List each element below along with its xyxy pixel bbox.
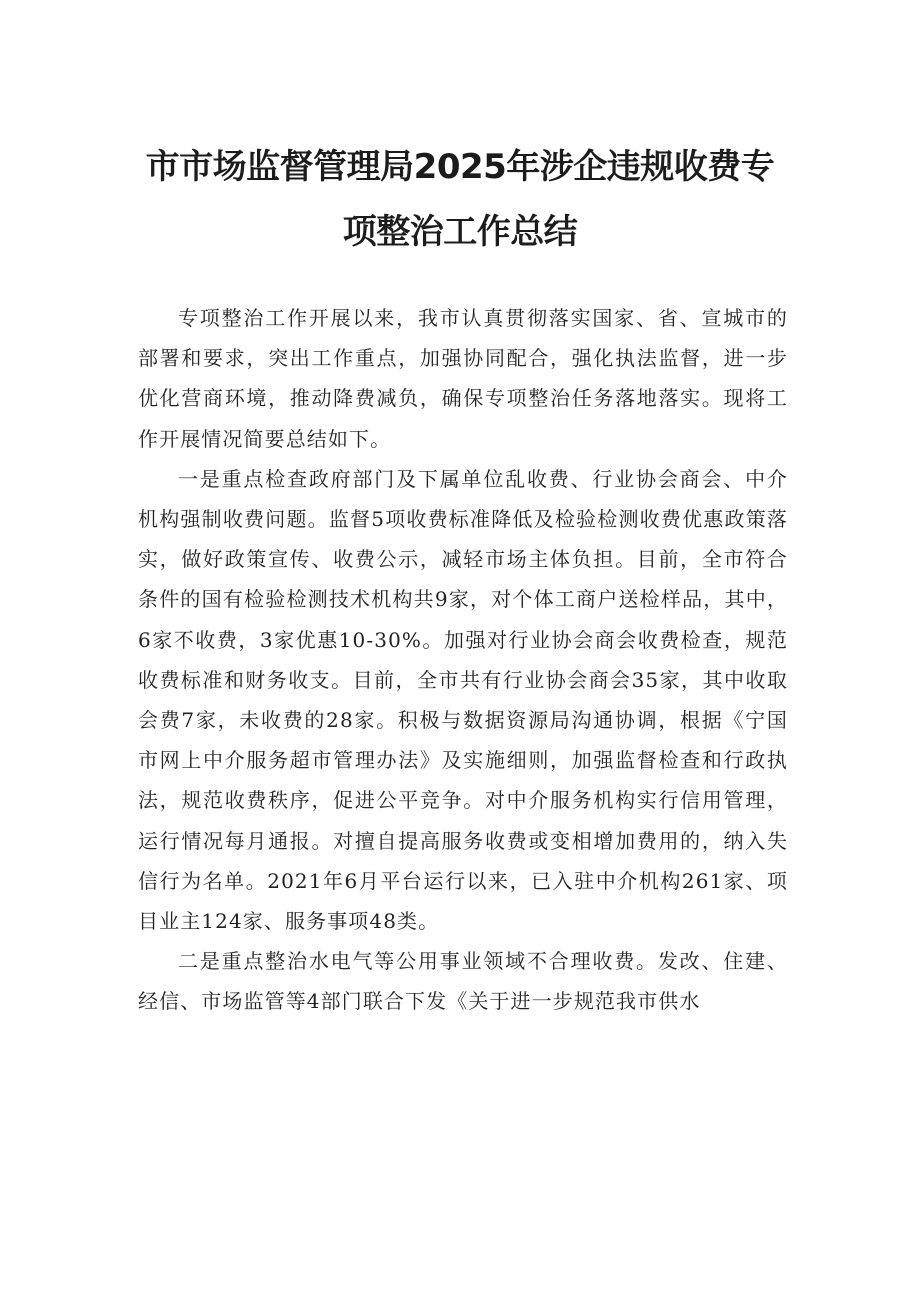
- paragraph-intro: 专项整治工作开展以来，我市认真贯彻落实国家、省、宣城市的部署和要求，突出工作重点，加强协同配合，强化执法监督，进一步优化营商环境，推动降费减负，确保专项整治任务落地落实。现将工作开展情况简要总结如下。: [138, 306, 788, 451]
- document-body: [138, 298, 788, 1022]
- paragraph-point-one: 一是重点检查政府部门及下属单位乱收费、行业协会商会、中介机构强制收费问题。监督5项收费标准降低及检验检测收费优惠政策落实，做好政策宣传、收费公示，减轻市场主体负担。目前，全市符合条件的国有检验检测技术机构共9家，对个体工商户送检样品，其中，6家不收费，3家优惠10-30%。加强对行业协会商会收费检查，规范收费标准和财务收支。目前，全市共有行业协会商会35家，其中收取会费7家，未收费的28家。积极与数据资源局沟通协调，根据《宁国市网上中介服务超市管理办法》及实施细则，加强监督检查和行政执法，规范收费秩序，促进公平竞争。对中介服务机构实行信用管理，运行情况每月通报。对擅自提高服务收费或变相增加费用的，纳入失信行为名单。2021年6月平台运行以来，已入驻中介机构261家、项目业主124家、服务事项48类。: [138, 466, 788, 934]
- paragraph-point-two: 二是重点整治水电气等公用事业领域不合理收费。发改、住建、经信、市场监管等4部门联合下发《关于进一步规范我市供水: [138, 949, 788, 1014]
- document-title-line-1: 市市场监督管理局2025年涉企违规收费专: [145, 147, 775, 187]
- document-title-line-2: 项整治工作总结: [342, 212, 578, 252]
